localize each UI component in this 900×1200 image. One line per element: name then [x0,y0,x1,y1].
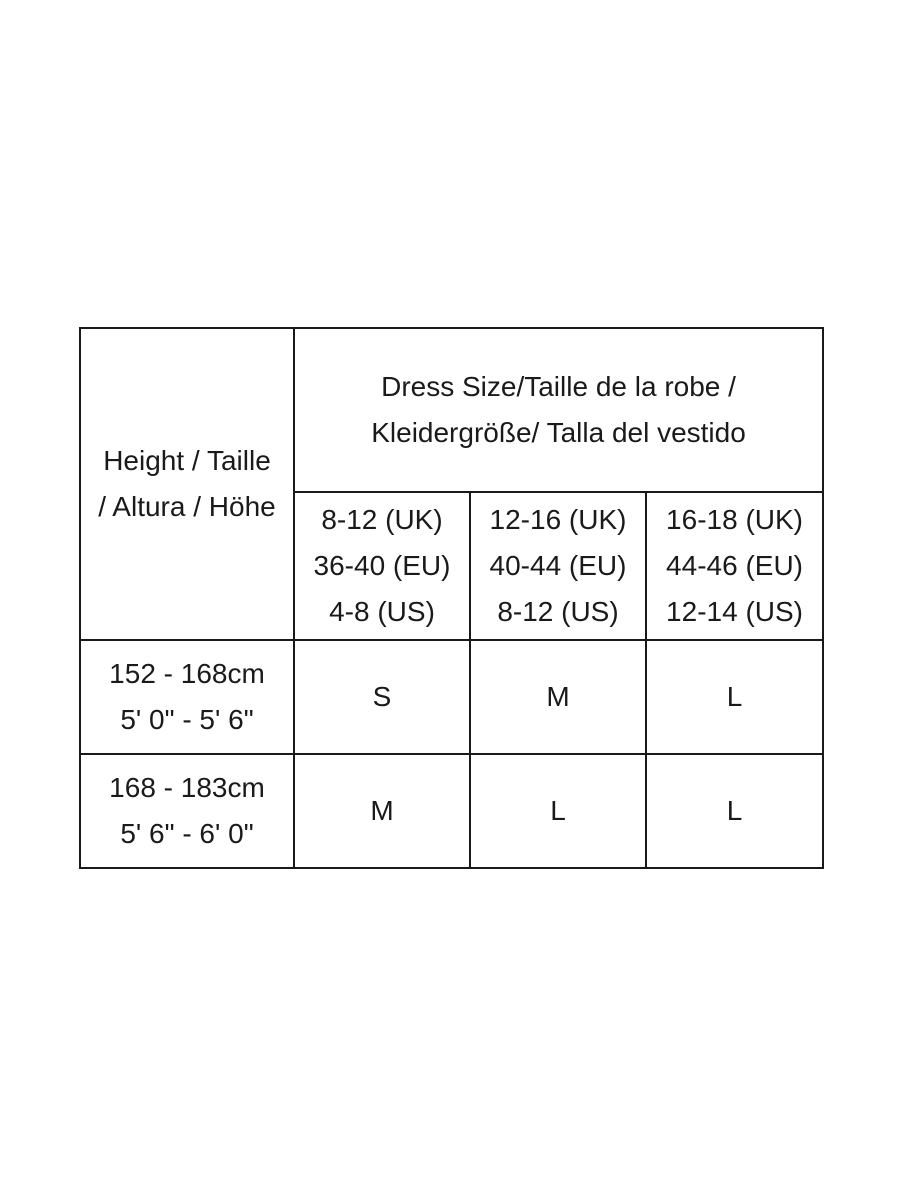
height-imperial: 5' 0" - 5' 6" [120,704,254,735]
size-us: 8-12 (US) [497,596,619,627]
size-value-cell: M [294,754,470,868]
height-metric: 152 - 168cm [109,658,265,689]
size-value-cell: L [470,754,646,868]
size-range-cell-3 [646,492,823,640]
size-eu: 40-44 (EU) [489,550,627,581]
size-uk: 16-18 (UK) [666,504,803,535]
height-range-cell [80,754,294,868]
size-eu: 36-40 (EU) [313,550,451,581]
dress-header-line-2: Kleidergröße/ Talla del vestido [371,417,746,448]
height-header-cell [80,328,294,640]
dress-size-header-cell [294,328,823,492]
table-row [80,640,823,754]
height-header-line-1: Height / Taille [103,445,271,476]
size-value-cell: L [646,754,823,868]
size-range-cell-2 [470,492,646,640]
size-range-cell-1 [294,492,470,640]
height-metric: 168 - 183cm [109,772,265,803]
header-row [80,328,823,492]
size-us: 4-8 (US) [329,596,435,627]
size-eu: 44-46 (EU) [666,550,803,581]
size-chart-table [79,327,824,869]
table-row [80,754,823,868]
size-us: 12-14 (US) [666,596,803,627]
size-uk: 8-12 (UK) [321,504,443,535]
height-header-line-2: / Altura / Höhe [98,491,276,522]
height-range-cell [80,640,294,754]
size-value-cell: S [294,640,470,754]
size-value-cell: L [646,640,823,754]
height-imperial: 5' 6" - 6' 0" [120,818,254,849]
size-value-cell: M [470,640,646,754]
dress-header-line-1: Dress Size/Taille de la robe / [381,371,736,402]
size-uk: 12-16 (UK) [489,504,627,535]
